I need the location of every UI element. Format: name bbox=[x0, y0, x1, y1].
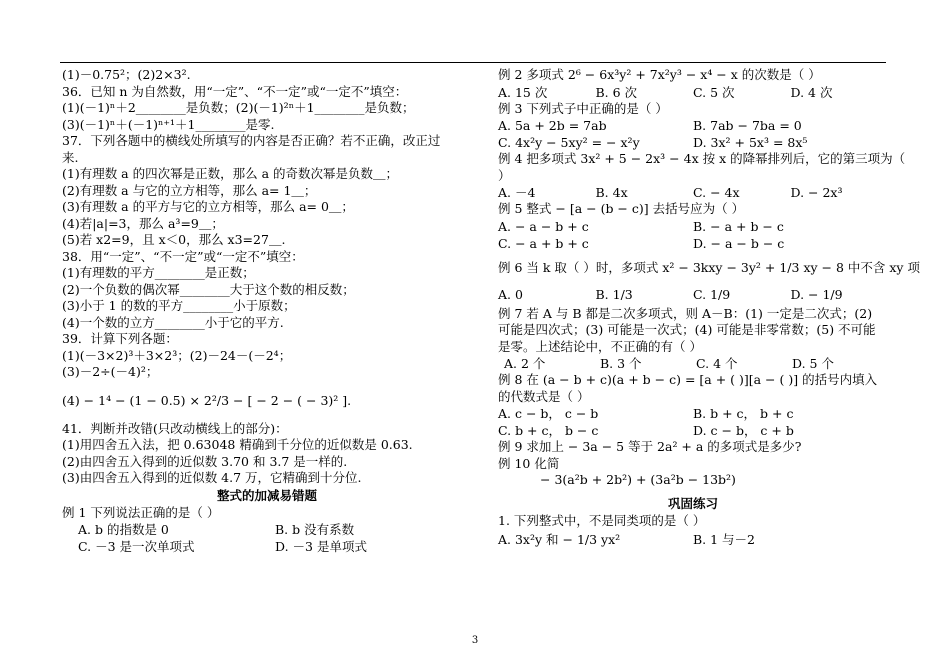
option-b: B. 6 次 bbox=[595, 84, 638, 100]
option-d: D. －3 是单项式 bbox=[275, 539, 367, 554]
text-line: (5)若 x2=9，且 x＜0，那么 x3=27＿. bbox=[62, 232, 286, 247]
example-6: 例 6 当 k 取（ ）时，多项式 x² − 3kxy − 3y² + 1/3 xy − 8 中不含 xy 项 bbox=[498, 259, 920, 275]
options bbox=[498, 117, 888, 134]
question-37: 37．下列各题中的横线处所填写的内容是否正确？若不正确，改正过 bbox=[62, 133, 441, 148]
option-a: A. －4 bbox=[498, 185, 536, 200]
option-c: C. －3 是一次单项式 bbox=[78, 539, 195, 554]
section-title: 整式的加减易错题 bbox=[216, 487, 317, 503]
text-line: (3)小于 1 的数的平方________小于原数； bbox=[62, 298, 296, 313]
text-line: (3)(－1)ⁿ＋(－1)ⁿ⁺¹＋1________是零. bbox=[62, 116, 275, 132]
text-line: (1)有理数 a 的四次幂是正数，那么 a 的奇数次幂是负数＿； bbox=[62, 166, 399, 181]
option-d: D. − a − b − c bbox=[693, 235, 785, 251]
option-a: A. c − b， c − b bbox=[498, 406, 599, 421]
question-36: 36．已知 n 为自然数，用“一定”、“不一定”或“一定不”填空： bbox=[62, 83, 408, 99]
options bbox=[498, 422, 888, 439]
example-8: 例 8 在 (a − b + c)(a + b − c) = [a + ( )][a − ( )] 的括号内填入的代数式是（ ） bbox=[498, 372, 878, 404]
option-a: A. b 的指数是 0 bbox=[78, 522, 169, 537]
options bbox=[62, 538, 472, 555]
option-b: B. 3 个 bbox=[600, 356, 642, 371]
text-line: 来. bbox=[62, 149, 79, 165]
option-b: B. 4x bbox=[595, 185, 628, 200]
option-a: A. 5a + 2b = 7ab bbox=[498, 118, 607, 133]
option-d: D. 3x² + 5x³ = 8x⁵ bbox=[693, 135, 808, 150]
header-rule bbox=[60, 62, 886, 63]
option-a: A. 2 个 bbox=[504, 356, 546, 371]
options bbox=[498, 405, 888, 422]
example-3: 例 3 下列式子中正确的是（ ） bbox=[498, 100, 668, 116]
example-2: 例 2 多项式 2⁶ − 6x³y² + 7x²y³ − x⁴ − x 的次数是（ ） bbox=[498, 67, 821, 82]
option-d: D. − 2x³ bbox=[790, 185, 843, 200]
option-b: B. b + c， b + c bbox=[693, 406, 794, 421]
option-d: D. − 1/9 bbox=[790, 286, 843, 302]
options bbox=[498, 184, 888, 201]
option-a: A. 15 次 bbox=[498, 84, 548, 100]
options bbox=[498, 218, 888, 235]
option-c: C. b + c， b − c bbox=[498, 423, 599, 438]
option-b: B. − a + b − c bbox=[693, 218, 784, 234]
practice-1: 1. 下列整式中，不是同类项的是（ ） bbox=[498, 512, 706, 528]
option-c: C. 4x²y − 5xy² = − x²y bbox=[498, 135, 640, 150]
options bbox=[498, 235, 888, 252]
option-c: C. 4 个 bbox=[696, 356, 738, 371]
text-line: (3)－2÷(－4)²； bbox=[62, 364, 159, 379]
question-38: 38．用“一定”、“不一定”或“一定不”填空： bbox=[62, 248, 304, 264]
text-line: (1)用四舍五入法，把 0.63048 精确到千分位的近似数是 0.63. bbox=[62, 437, 413, 452]
example-7: 例 7 若 A 与 B 都是二次多项式，则 A－B：(1) 一定是二次式；(2) 可能是四次式；(3) 可能是一次式；(4) 可能是非零常数；(5) 不可能是零。上述结论中，不正确的有（ ） bbox=[498, 305, 876, 354]
formula-39-4: (4) − 1⁴ − (1 − 0.5) × 2²/3 − [ − 2 − ( − 3)² ]. bbox=[62, 392, 352, 408]
option-a: A. 0 bbox=[498, 286, 523, 302]
text-line: (1)(－3×2)³＋3×2³；(2)－24－(－2⁴； bbox=[62, 347, 292, 363]
option-c: C. 1/9 bbox=[693, 286, 731, 302]
text-line: (4)一个数的立方________小于它的平方. bbox=[62, 314, 284, 330]
text-line: (3)由四舍五入得到的近似数 4.7 万，它精确到十分位. bbox=[62, 470, 362, 485]
text-line: (1)有理数的平方________是正数； bbox=[62, 265, 255, 280]
option-d: D. 4 次 bbox=[790, 84, 833, 100]
text-line: (2)由四舍五入得到的近似数 3.70 和 3.7 是一样的. bbox=[62, 453, 348, 469]
text-line: (4)若|a|=3，那么 a³=9＿； bbox=[62, 215, 224, 231]
text-line: (1)－0.75²；(2)2×3². bbox=[62, 67, 191, 82]
option-b: B. 1 与－2 bbox=[693, 532, 756, 547]
text-line: (2)有理数 a 与它的立方相等，那么 a= 1＿； bbox=[62, 182, 317, 198]
text-line: (3)有理数 a 的平方与它的立方相等，那么 a= 0＿； bbox=[62, 199, 354, 214]
option-b: B. 1/3 bbox=[595, 286, 633, 302]
text-line: (1)(－1)ⁿ＋2________是负数；(2)(－1)²ⁿ＋1________是负数； bbox=[62, 100, 415, 115]
question-41: 41．判断并改错(只改动横线上的部分)： bbox=[62, 420, 288, 436]
option-c: C. 5 次 bbox=[693, 84, 735, 100]
text-line: ） bbox=[498, 167, 511, 183]
options bbox=[498, 84, 888, 101]
example-4: 例 4 把多项式 3x² + 5 − 2x³ − 4x 按 x 的降幂排列后，它的第三项为（ bbox=[498, 151, 906, 166]
formula-10: − 3(a²b + 2b²) + (3a²b − 13b²) bbox=[540, 472, 736, 487]
option-a: A. − a − b + c bbox=[498, 218, 589, 234]
option-b: B. 7ab − 7ba = 0 bbox=[693, 118, 802, 133]
options bbox=[498, 284, 888, 306]
question-39: 39．计算下列各题： bbox=[62, 331, 178, 346]
option-d: D. c − b， c + b bbox=[693, 423, 794, 438]
options bbox=[62, 521, 472, 538]
example-10: 例 10 化简 bbox=[498, 455, 560, 471]
option-c: C. − a + b + c bbox=[498, 235, 589, 251]
example-1: 例 1 下列说法正确的是（ ） bbox=[62, 504, 220, 520]
example-9: 例 9 求加上 − 3a − 5 等于 2a² + a 的多项式是多少? bbox=[498, 439, 802, 454]
right-column bbox=[498, 67, 920, 551]
section-title: 巩固练习 bbox=[667, 495, 718, 511]
left-column bbox=[62, 67, 472, 555]
option-b: B. b 没有系数 bbox=[275, 522, 355, 537]
page-number: 3 bbox=[471, 635, 479, 646]
example-5: 例 5 整式 − [a − (b − c)] 去括号应为（ ） bbox=[498, 201, 745, 216]
text-line: (2)一个负数的偶次幂________大于这个数的相反数； bbox=[62, 281, 355, 297]
options bbox=[498, 134, 888, 151]
options bbox=[498, 355, 888, 372]
option-d: D. 5 个 bbox=[792, 356, 834, 371]
options bbox=[498, 529, 888, 551]
option-a: A. 3x²y 和 − 1/3 yx² bbox=[498, 532, 621, 547]
option-c: C. − 4x bbox=[693, 185, 740, 200]
